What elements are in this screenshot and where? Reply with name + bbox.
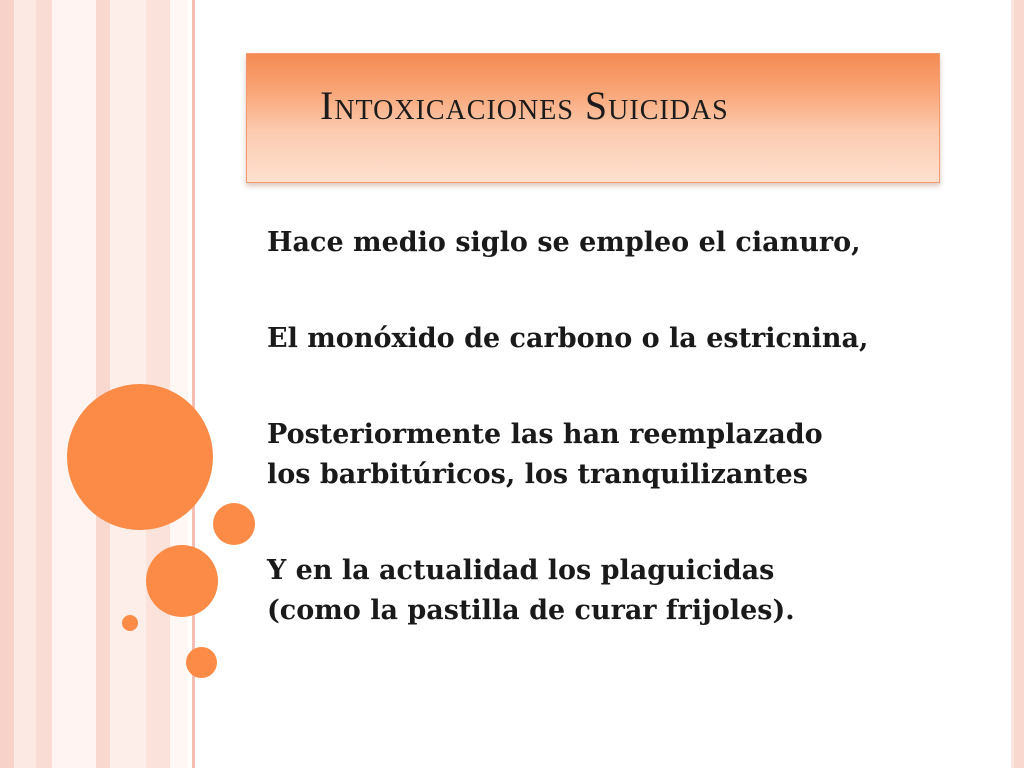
stripe-3 <box>36 0 52 768</box>
stripe-2 <box>14 0 36 768</box>
slide-body <box>267 223 1007 687</box>
paragraph-4 <box>267 551 1007 631</box>
right-stripe <box>1014 0 1024 768</box>
paragraph-2 <box>267 319 1007 359</box>
medium-circle <box>146 545 218 617</box>
tiny-circle <box>122 615 138 631</box>
stripe-1 <box>0 0 14 768</box>
paragraph-3-line-2: los barbitúricos, los tranquilizantes <box>267 459 808 490</box>
paragraph-2-line-1: El monóxido de carbono o la estricnina, <box>267 323 869 354</box>
paragraph-4-line-2: (como la pastilla de curar frijoles). <box>267 595 795 626</box>
stripe-8 <box>170 0 188 768</box>
slide-title: Intoxicaciones Suicidas <box>320 83 729 128</box>
small-circle <box>213 503 255 545</box>
stripe-4 <box>52 0 96 768</box>
paragraph-4-line-1: Y en la actualidad los plaguicidas <box>267 555 775 586</box>
stripe-5 <box>96 0 110 768</box>
paragraph-1-line-1: Hace medio siglo se empleo el cianuro, <box>267 227 861 258</box>
small-circle-bottom <box>186 647 217 678</box>
large-circle <box>67 384 213 530</box>
paragraph-1 <box>267 223 1007 263</box>
paragraph-3 <box>267 415 1007 495</box>
paragraph-3-line-1: Posteriormente las han reemplazado <box>267 419 823 450</box>
